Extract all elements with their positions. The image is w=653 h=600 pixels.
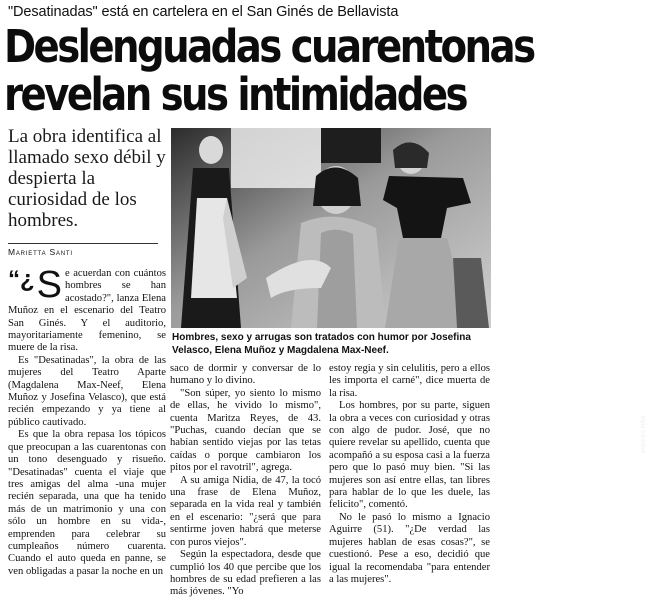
photo-illustration xyxy=(171,128,491,328)
article-paragraph: A su amiga Nidia, de 47, la tocó una frase de Elena Muñoz, separada en la vida real y también en el escenario: "¿será que para sentirme joven habrá que meterse con puros viejos". xyxy=(170,474,321,548)
article-paragraph: saco de dormir y conversar de lo humano y lo divino. xyxy=(170,363,321,387)
byline: Marietta Santi xyxy=(8,247,73,257)
kicker: "Desatinadas" está en cartelera en el San Ginés de Bellavista xyxy=(8,4,399,20)
opening-quote: “¿ xyxy=(8,266,35,293)
drop-cap: S xyxy=(36,264,63,306)
article-lead-paragraph xyxy=(8,264,166,355)
lead-text: e acuerdan con cuántos hombres se han acostado?", lanza Elena Muñoz en el escenario del Teatro San Ginés. Y el auditorio, mayoritariamente femenino, se muere de la risa. xyxy=(8,268,166,354)
article-paragraph: estoy regia y sin celulitis, pero a ellos les importa el carné", dice muerta de la risa. xyxy=(329,363,490,399)
article-paragraph: Según la espectadora, desde que cumplió los 40 que percibe que los hombres de su edad prefieren a las más jóvenes. "Yo xyxy=(170,549,321,598)
byline-rule xyxy=(8,243,158,244)
photo-caption: Hombres, sexo y arrugas son tratados con humor por Josefina Velasco, Elena Muñoz y Magdalena Max-Neef. xyxy=(172,332,471,356)
deck: La obra identifica al llamado sexo débil y despierta la curiosidad de los hombres. xyxy=(8,126,166,231)
article-paragraph: Los hombres, por su parte, siguen la obra a veces con curiosidad y otras con algo de pudor. José, que no quiere revelar su apellido, cuenta que acompañó a su esposa casi a la fuerza pero que lo pasó muy bien. "Si las mujeres son así entre ellas, tan libres para hablar de lo que les duele, las felicito", comentó. xyxy=(329,400,490,511)
headline-line-2: revelan sus intimidades xyxy=(4,68,466,121)
headline-line-1: Deslenguadas cuarentonas xyxy=(4,20,534,73)
article-column-1 xyxy=(8,264,166,578)
photo-credit: ANDRÉS PIÑA xyxy=(641,415,647,453)
article-paragraph: No le pasó lo mismo a Ignacio Aguirre (51). "¿De verdad las mujeres hablan de esas cosas?", se cuestionó. Pese a eso, decidió que igual la recomendaba "para entender a las mujeres". xyxy=(329,511,490,585)
article-column-3 xyxy=(329,363,490,586)
article-paragraph: Es "Desatinadas", la obra de las mujeres del Teatro Aparte (Magdalena Max-Neef, Elena Muñoz y Josefina Velasco), que está recién empezando y ya tiene al público cautivado. xyxy=(8,354,166,428)
article-paragraph: "Son súper, yo siento lo mismo de ellas, he vivido lo mismo", cuenta Maritza Reyes, de 43. "Puchas, cuando decían que se habían sentido viejas por las tetas caídas o porque cambiaron los pitos por el ravotril", agrega. xyxy=(170,387,321,474)
article-column-2 xyxy=(170,363,321,599)
article-paragraph: Es que la obra repasa los tópicos que preocupan a las cuarentonas con un tono desenguado y risueño. "Desatinadas" cuenta el viaje que tres amigas del alma -una mujer recién separada, una que ha tenido más de un matrimonio y una con sólo un hombre en su vida-, emprenden para celebrar su cumpleaños número cuarenta. Cuando el auto queda en panne, se ven obligadas a pasar la noche en un xyxy=(8,429,166,577)
